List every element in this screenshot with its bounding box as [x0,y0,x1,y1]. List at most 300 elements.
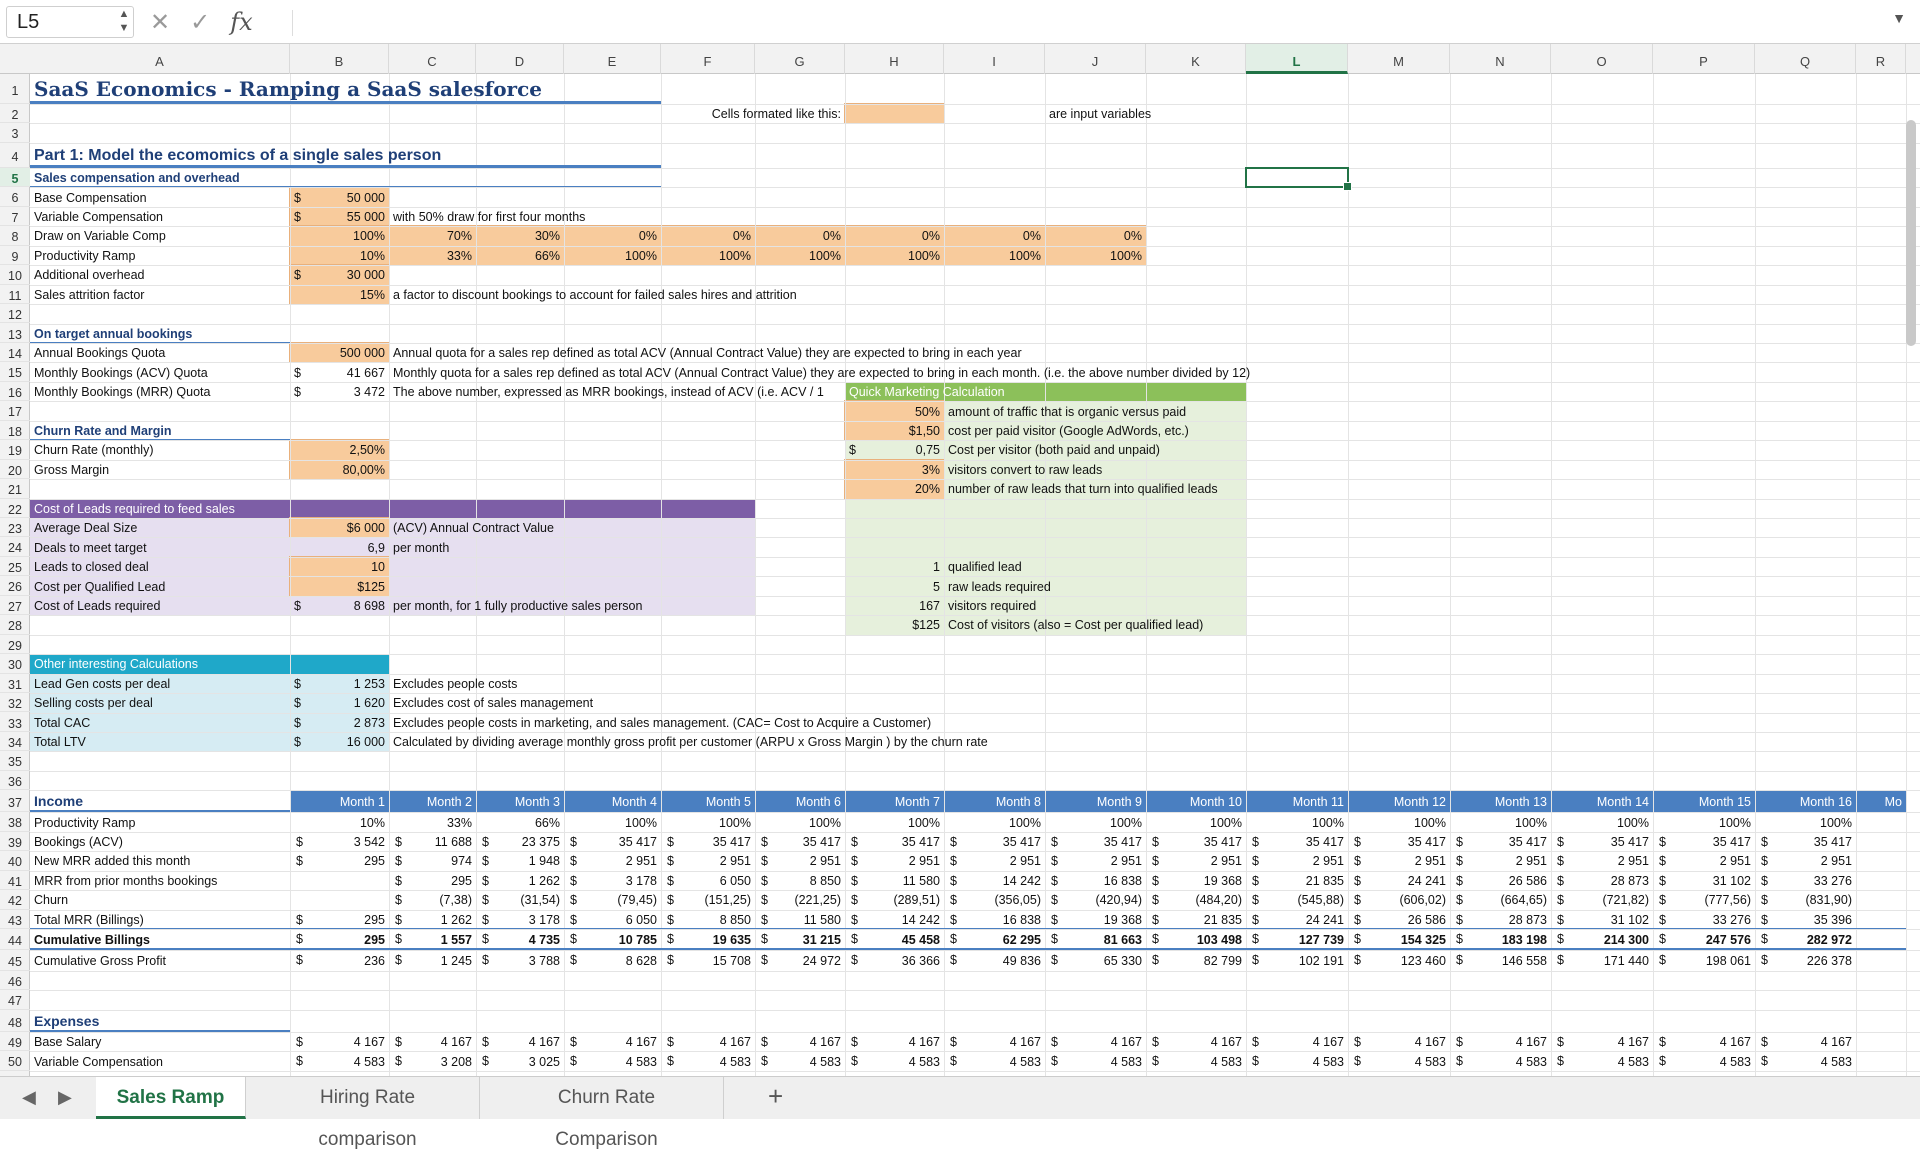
cell-b15[interactable]: $ [294,365,301,380]
cell-b33[interactable]: 2 873 [353,715,385,730]
row-header[interactable]: 44 [0,929,30,950]
cell-i50[interactable]: 4 583 [1009,1054,1041,1069]
cell-q37[interactable]: Month 16 [1799,794,1852,809]
cell-h39[interactable]: 35 417 [901,834,940,849]
cell-c50[interactable]: 3 208 [440,1054,472,1069]
cell-e37[interactable]: Month 4 [611,794,657,809]
cell-q45[interactable]: 226 378 [1806,954,1852,968]
cell-n49[interactable]: 4 167 [1515,1035,1547,1050]
row-header[interactable]: 1 [0,74,30,104]
cell-m49[interactable]: 4 167 [1414,1035,1446,1050]
name-box-stepper-icon[interactable]: ▲ ▼ [118,8,130,34]
cell-b44[interactable]: 295 [364,933,385,947]
cell-k45[interactable]: 82 799 [1203,954,1242,968]
cell-b25[interactable]: 10 [371,560,385,575]
cell-a6[interactable]: Base Compensation [34,190,147,205]
row-header[interactable]: 11 [0,285,30,304]
column-header-m[interactable]: M [1348,44,1450,74]
cell-n43[interactable]: 28 873 [1508,912,1547,927]
cell-q40[interactable]: 2 951 [1820,854,1852,869]
row-header[interactable]: 3 [0,123,30,142]
cell-b32[interactable]: 1 620 [353,696,385,711]
cell-g43[interactable]: 11 580 [803,912,841,927]
cell-b23[interactable]: $6 000 [346,521,385,536]
column-header-o[interactable]: O [1551,44,1653,74]
cell-b33[interactable]: $ [294,715,301,730]
cell-c38[interactable]: 33% [446,815,472,830]
cell-p39[interactable]: 35 417 [1712,834,1751,849]
cell-c15[interactable]: Monthly quota for a sales rep defined as total ACV (Annual Contract Value) they are expected to bring in each month. (i.e. the above number divided by 12) [393,365,1251,380]
cell-f42[interactable]: (151,25) [704,893,751,908]
cell-a20[interactable]: Gross Margin [34,462,110,477]
cell-e41[interactable]: 3 178 [625,873,657,888]
cell-q43[interactable]: 35 396 [1813,912,1852,927]
cell-e38[interactable]: 100% [625,815,657,830]
row-header[interactable]: 28 [0,615,30,634]
vertical-scrollbar[interactable] [1906,120,1916,346]
row-header[interactable]: 43 [0,910,30,929]
cell-j49[interactable]: 4 167 [1110,1035,1142,1050]
cell-i37[interactable]: Month 8 [995,794,1041,809]
cell-q49[interactable]: 4 167 [1820,1035,1852,1050]
cell-m50[interactable]: 4 583 [1414,1054,1446,1069]
cell-a50[interactable]: Variable Compensation [34,1054,164,1069]
cell-f50[interactable]: 4 583 [719,1054,751,1069]
cell-e40[interactable]: 2 951 [625,854,657,869]
cell-g40[interactable]: 2 951 [809,854,841,869]
cell-e8[interactable]: 0% [638,229,657,244]
cell-h41[interactable]: 11 580 [902,873,940,888]
column-header-b[interactable]: B [290,44,389,74]
cell-d45[interactable]: 3 788 [528,954,560,968]
row-header[interactable]: 33 [0,713,30,732]
cancel-icon[interactable]: ✕ [150,8,171,36]
cell-b9[interactable]: 10% [359,248,385,263]
cell-h37[interactable]: Month 7 [894,794,940,809]
column-header-d[interactable]: D [476,44,564,74]
cell-a11[interactable]: Sales attrition factor [34,287,145,302]
cell-d37[interactable]: Month 3 [514,794,560,809]
cell-b7[interactable]: 55 000 [346,210,385,225]
cell-h20[interactable]: 3% [921,462,940,477]
cell-c39[interactable]: 11 688 [434,834,472,849]
cell-b26[interactable]: $125 [357,579,385,594]
formula-input[interactable] [292,10,1862,36]
cell-g39[interactable]: 35 417 [802,834,841,849]
row-header[interactable]: 23 [0,518,30,537]
cell-b43[interactable]: 295 [364,912,385,927]
row-header[interactable]: 38 [0,812,30,831]
cell-b10[interactable]: 30 000 [346,268,385,283]
row-header[interactable]: 12 [0,304,30,323]
cell-h49[interactable]: 4 167 [908,1035,940,1050]
cell-a40[interactable]: New MRR added this month [34,854,191,869]
cell-c23[interactable]: (ACV) Annual Contract Value [393,521,554,536]
cell-e39[interactable]: 35 417 [618,834,657,849]
cell-n40[interactable]: 2 951 [1515,854,1547,869]
cell-f44[interactable]: 19 635 [712,933,751,947]
cell-d40[interactable]: 1 948 [528,854,560,869]
row-header[interactable]: 40 [0,851,30,870]
cell-m37[interactable]: Month 12 [1393,794,1446,809]
function-icon[interactable]: fx [230,8,253,36]
row-header[interactable]: 22 [0,499,30,518]
cell-c43[interactable]: 1 262 [440,912,472,927]
add-sheet-button[interactable]: + [768,1081,784,1111]
cell-k49[interactable]: 4 167 [1210,1035,1242,1050]
cell-p42[interactable]: (777,56) [1704,893,1751,908]
cell-h18[interactable]: $1,50 [908,423,940,438]
row-header[interactable]: 19 [0,440,30,459]
cell-p50[interactable]: 4 583 [1719,1054,1751,1069]
column-header-i[interactable]: I [944,44,1045,74]
cell-k44[interactable]: 103 498 [1196,933,1242,947]
cell-b49[interactable]: 4 167 [353,1035,385,1050]
cell-a48[interactable]: Expenses [34,1012,100,1029]
cell-c45[interactable]: 1 245 [440,954,472,968]
selected-cell-cursor[interactable] [1245,167,1349,188]
cell-a8[interactable]: Draw on Variable Comp [34,229,166,244]
cell-p37[interactable]: Month 15 [1698,794,1751,809]
cell-i8[interactable]: 0% [1022,229,1041,244]
cell-a18[interactable]: Churn Rate and Margin [34,423,172,438]
cell-b39[interactable]: 3 542 [353,834,385,849]
cell-b27[interactable]: 8 698 [353,599,385,614]
cell-b40[interactable]: 295 [364,854,385,869]
cell-a30[interactable]: Other interesting Calculations [34,657,198,672]
cell-d42[interactable]: (31,54) [520,893,560,908]
cell-o43[interactable]: 31 102 [1610,912,1649,927]
cell-b15[interactable]: 41 667 [346,365,385,380]
cell-k38[interactable]: 100% [1210,815,1242,830]
cell-n41[interactable]: 26 586 [1508,873,1547,888]
cell-k40[interactable]: 2 951 [1210,854,1242,869]
cell-c7[interactable]: with 50% draw for first four months [393,210,586,225]
cell-c34[interactable]: Calculated by dividing average monthly gross profit per customer (ARPU x Gross Margin ) by the churn rate [393,735,988,750]
cell-f37[interactable]: Month 5 [705,794,751,809]
cell-b6[interactable]: 50 000 [346,190,385,205]
row-header[interactable]: 50 [0,1051,30,1070]
cell-p38[interactable]: 100% [1719,815,1751,830]
cell-j50[interactable]: 4 583 [1110,1054,1142,1069]
cell-o41[interactable]: 28 873 [1610,873,1649,888]
cell-e50[interactable]: 4 583 [625,1054,657,1069]
cell-a33[interactable]: Total CAC [34,715,91,730]
cell-b45[interactable]: 236 [364,954,385,968]
row-header[interactable]: 27 [0,596,30,615]
row-header[interactable]: 48 [0,1010,30,1032]
cell-g49[interactable]: 4 167 [809,1035,841,1050]
cell-q38[interactable]: 100% [1820,815,1852,830]
column-header-e[interactable]: E [564,44,661,74]
row-header[interactable]: 18 [0,421,30,440]
cell-k42[interactable]: (484,20) [1195,893,1242,908]
row-header[interactable]: 6 [0,187,30,206]
cell-i19[interactable]: Cost per visitor (both paid and unpaid) [948,443,1160,458]
cell-b11[interactable]: 15% [359,287,385,302]
cell-h19[interactable]: 0,75 [915,443,940,458]
cell-q50[interactable]: 4 583 [1820,1054,1852,1069]
cell-a45[interactable]: Cumulative Gross Profit [34,954,166,968]
row-header[interactable]: 39 [0,832,30,851]
cell-o49[interactable]: 4 167 [1617,1035,1649,1050]
cell-j44[interactable]: 81 663 [1103,933,1142,947]
cell-l38[interactable]: 100% [1312,815,1344,830]
cell-n50[interactable]: 4 583 [1515,1054,1547,1069]
cell-o45[interactable]: 171 440 [1603,954,1649,968]
row-header[interactable]: 2 [0,104,30,123]
cell-f41[interactable]: 6 050 [719,873,751,888]
cell-h21[interactable]: 20% [914,482,940,497]
cell-f8[interactable]: 0% [732,229,751,244]
cell-a24[interactable]: Deals to meet target [34,540,147,555]
row-header[interactable]: 41 [0,871,30,890]
row-header[interactable]: 17 [0,401,30,420]
cell-k39[interactable]: 35 417 [1203,834,1242,849]
row-header[interactable]: 31 [0,674,30,693]
cell-h44[interactable]: 45 458 [901,933,940,947]
cell-o39[interactable]: 35 417 [1610,834,1649,849]
column-header-q[interactable]: Q [1755,44,1856,74]
cell-i45[interactable]: 49 836 [1002,954,1041,968]
cell-a15[interactable]: Monthly Bookings (ACV) Quota [34,365,208,380]
cell-b50[interactable]: 4 583 [353,1054,385,1069]
cell-k50[interactable]: 4 583 [1210,1054,1242,1069]
column-header-c[interactable]: C [389,44,476,74]
cell-o44[interactable]: 214 300 [1603,933,1649,947]
cell-f43[interactable]: 8 850 [719,912,751,927]
cell-c9[interactable]: 33% [446,248,472,263]
cell-d43[interactable]: 3 178 [528,912,560,927]
row-header[interactable]: 14 [0,343,30,362]
row-header[interactable]: 24 [0,537,30,556]
cell-c16[interactable]: The above number, expressed as MRR bookings, instead of ACV (i.e. ACV / 1 [393,385,824,400]
cell-a37[interactable]: Income [34,793,84,810]
cell-b7[interactable]: $ [294,210,301,225]
sheet-tab[interactable]: Sales Ramp [96,1077,246,1119]
row-header[interactable]: 10 [0,265,30,284]
column-header-r[interactable]: R [1856,44,1906,74]
cell-o37[interactable]: Month 14 [1596,794,1649,809]
row-header[interactable]: 36 [0,771,30,790]
row-header[interactable]: 13 [0,324,30,343]
cell-l40[interactable]: 2 951 [1312,854,1344,869]
cell-h26[interactable]: 5 [933,579,940,594]
cell-k41[interactable]: 19 368 [1203,873,1242,888]
cell-a27[interactable]: Cost of Leads required [34,599,161,614]
cell-g42[interactable]: (221,25) [794,893,841,908]
cell-g9[interactable]: 100% [809,248,841,263]
cell-b20[interactable]: 80,00% [342,462,385,477]
cell-h9[interactable]: 100% [908,248,940,263]
cell-p43[interactable]: 33 276 [1712,912,1751,927]
cell-j37[interactable]: Month 9 [1096,794,1142,809]
cell-a26[interactable]: Cost per Qualified Lead [34,579,166,594]
cell-a1[interactable]: SaaS Economics - Ramping a SaaS salesforce [34,77,542,101]
cell-g44[interactable]: 31 215 [802,933,841,947]
cell-b27[interactable]: $ [294,599,301,614]
row-header[interactable]: 32 [0,693,30,712]
cell-g50[interactable]: 4 583 [809,1054,841,1069]
cell-i43[interactable]: 16 838 [1002,912,1041,927]
cell-n38[interactable]: 100% [1515,815,1547,830]
row-header[interactable]: 9 [0,246,30,265]
cell-n45[interactable]: 146 558 [1501,954,1547,968]
cell-b16[interactable]: 3 472 [353,385,385,400]
cell-n42[interactable]: (664,65) [1500,893,1547,908]
cell-c42[interactable]: (7,38) [439,893,472,908]
column-header-n[interactable]: N [1450,44,1551,74]
cell-a13[interactable]: On target annual bookings [34,326,193,341]
cell-a39[interactable]: Bookings (ACV) [34,834,123,849]
cell-e44[interactable]: 10 785 [618,933,657,947]
cell-n39[interactable]: 35 417 [1508,834,1547,849]
row-header[interactable]: 35 [0,751,30,770]
cell-p49[interactable]: 4 167 [1719,1035,1751,1050]
cell-d38[interactable]: 66% [534,815,560,830]
cell-l42[interactable]: (545,88) [1297,893,1344,908]
cell-a42[interactable]: Churn [34,893,69,908]
cell-d39[interactable]: 23 375 [521,834,560,849]
cell-q42[interactable]: (831,90) [1805,893,1852,908]
cell-n44[interactable]: 183 198 [1501,933,1547,947]
cell-m45[interactable]: 123 460 [1400,954,1446,968]
row-header[interactable]: 20 [0,460,30,479]
cell-h45[interactable]: 36 366 [901,954,940,968]
row-header[interactable]: 47 [0,990,30,1009]
cell-a38[interactable]: Productivity Ramp [34,815,136,830]
enter-icon[interactable]: ✓ [190,8,211,36]
row-header[interactable]: 29 [0,635,30,654]
cell-b38[interactable]: 10% [359,815,385,830]
row-header[interactable]: 30 [0,654,30,673]
cell-p44[interactable]: 247 576 [1705,933,1751,947]
cell-c40[interactable]: 974 [451,854,472,869]
column-header-a[interactable]: A [30,44,290,74]
cell-m38[interactable]: 100% [1414,815,1446,830]
cell-i20[interactable]: visitors convert to raw leads [948,462,1103,477]
cell-i39[interactable]: 35 417 [1002,834,1041,849]
cell-c41[interactable]: 295 [451,873,472,888]
cell-i21[interactable]: number of raw leads that turn into qualified leads [948,482,1218,497]
cell-m44[interactable]: 154 325 [1400,933,1446,947]
cell-b6[interactable]: $ [294,190,301,205]
cell-j43[interactable]: 19 368 [1103,912,1142,927]
cell-l44[interactable]: 127 739 [1298,933,1344,947]
cell-f49[interactable]: 4 167 [719,1035,751,1050]
cell-l49[interactable]: 4 167 [1312,1035,1344,1050]
row-header[interactable]: 37 [0,790,30,812]
cell-c32[interactable]: Excludes cost of sales management [393,696,594,711]
cell-grid[interactable] [30,74,1920,1076]
cell-i26[interactable]: raw leads required [948,579,1051,594]
cell-l41[interactable]: 21 835 [1305,873,1344,888]
row-header[interactable]: 26 [0,576,30,595]
cell-a5[interactable]: Sales compensation and overhead [34,171,240,186]
next-sheet-icon[interactable]: ▶ [58,1087,72,1107]
cell-j38[interactable]: 100% [1110,815,1142,830]
cell-c11[interactable]: a factor to discount bookings to account for failed sales hires and attrition [393,287,797,302]
cell-a44[interactable]: Cumulative Billings [34,933,150,947]
cell-l45[interactable]: 102 191 [1298,954,1344,968]
cell-i44[interactable]: 62 295 [1002,933,1041,947]
cell-j42[interactable]: (420,94) [1095,893,1142,908]
cell-d9[interactable]: 66% [534,248,560,263]
cell-c8[interactable]: 70% [446,229,472,244]
cell-a22[interactable]: Cost of Leads required to feed sales [34,501,235,516]
cell-r37[interactable]: Mo [1884,794,1902,809]
cell-h25[interactable]: 1 [933,560,940,575]
cell-a41[interactable]: MRR from prior months bookings [34,873,218,888]
cell-a34[interactable]: Total LTV [34,735,86,750]
cell-l50[interactable]: 4 583 [1312,1054,1344,1069]
cell-j45[interactable]: 65 330 [1103,954,1142,968]
cell-i25[interactable]: qualified lead [948,560,1022,575]
cell-d44[interactable]: 4 735 [528,933,560,947]
sheet-tab[interactable]: Churn Rate Comparison [490,1077,724,1119]
cell-o38[interactable]: 100% [1617,815,1649,830]
cell-g38[interactable]: 100% [809,815,841,830]
cell-h43[interactable]: 14 242 [901,912,940,927]
cell-b31[interactable]: $ [294,676,301,691]
cell-a31[interactable]: Lead Gen costs per deal [34,676,171,691]
row-header[interactable]: 45 [0,950,30,971]
cell-g37[interactable]: Month 6 [795,794,841,809]
cell-p41[interactable]: 31 102 [1712,873,1751,888]
row-header[interactable]: 25 [0,557,30,576]
row-header[interactable]: 7 [0,207,30,226]
cell-e42[interactable]: (79,45) [617,893,657,908]
expand-formula-bar-icon[interactable]: ▼ [1892,10,1906,26]
cell-m39[interactable]: 35 417 [1407,834,1446,849]
cell-h40[interactable]: 2 951 [908,854,940,869]
cell-h50[interactable]: 4 583 [908,1054,940,1069]
cell-e43[interactable]: 6 050 [625,912,657,927]
cell-f38[interactable]: 100% [719,815,751,830]
row-header[interactable]: 8 [0,226,30,245]
cell-d41[interactable]: 1 262 [528,873,560,888]
cell-c14[interactable]: Annual quota for a sales rep defined as total ACV (Annual Contract Value) they are expected to bring in each year [393,346,1022,361]
cell-h38[interactable]: 100% [908,815,940,830]
cell-i49[interactable]: 4 167 [1009,1035,1041,1050]
cell-m40[interactable]: 2 951 [1414,854,1446,869]
cell-h19[interactable]: $ [849,443,856,458]
cell-a32[interactable]: Selling costs per deal [34,696,153,711]
cell-k43[interactable]: 21 835 [1203,912,1242,927]
cell-e49[interactable]: 4 167 [625,1035,657,1050]
cell-h42[interactable]: (289,51) [893,893,940,908]
cell-c44[interactable]: 1 557 [440,933,472,947]
row-header[interactable]: 21 [0,479,30,498]
column-header-j[interactable]: J [1045,44,1146,74]
cell-g2[interactable]: Cells formated like this: [711,107,841,122]
cell-c27[interactable]: per month, for 1 fully productive sales person [393,599,643,614]
cell-i41[interactable]: 14 242 [1002,873,1041,888]
cell-h28[interactable]: $125 [912,618,940,633]
cell-i42[interactable]: (356,05) [994,893,1041,908]
column-header-g[interactable]: G [755,44,845,74]
cell-a9[interactable]: Productivity Ramp [34,248,136,263]
cell-b24[interactable]: 6,9 [367,540,385,555]
cell-c24[interactable]: per month [393,540,450,555]
cell-b8[interactable]: 100% [353,229,385,244]
column-header-h[interactable]: H [845,44,944,74]
cell-a10[interactable]: Additional overhead [34,268,145,283]
cell-h8[interactable]: 0% [921,229,940,244]
column-header-k[interactable]: K [1146,44,1246,74]
cell-b19[interactable]: 2,50% [349,443,385,458]
row-header[interactable]: 4 [0,143,30,168]
